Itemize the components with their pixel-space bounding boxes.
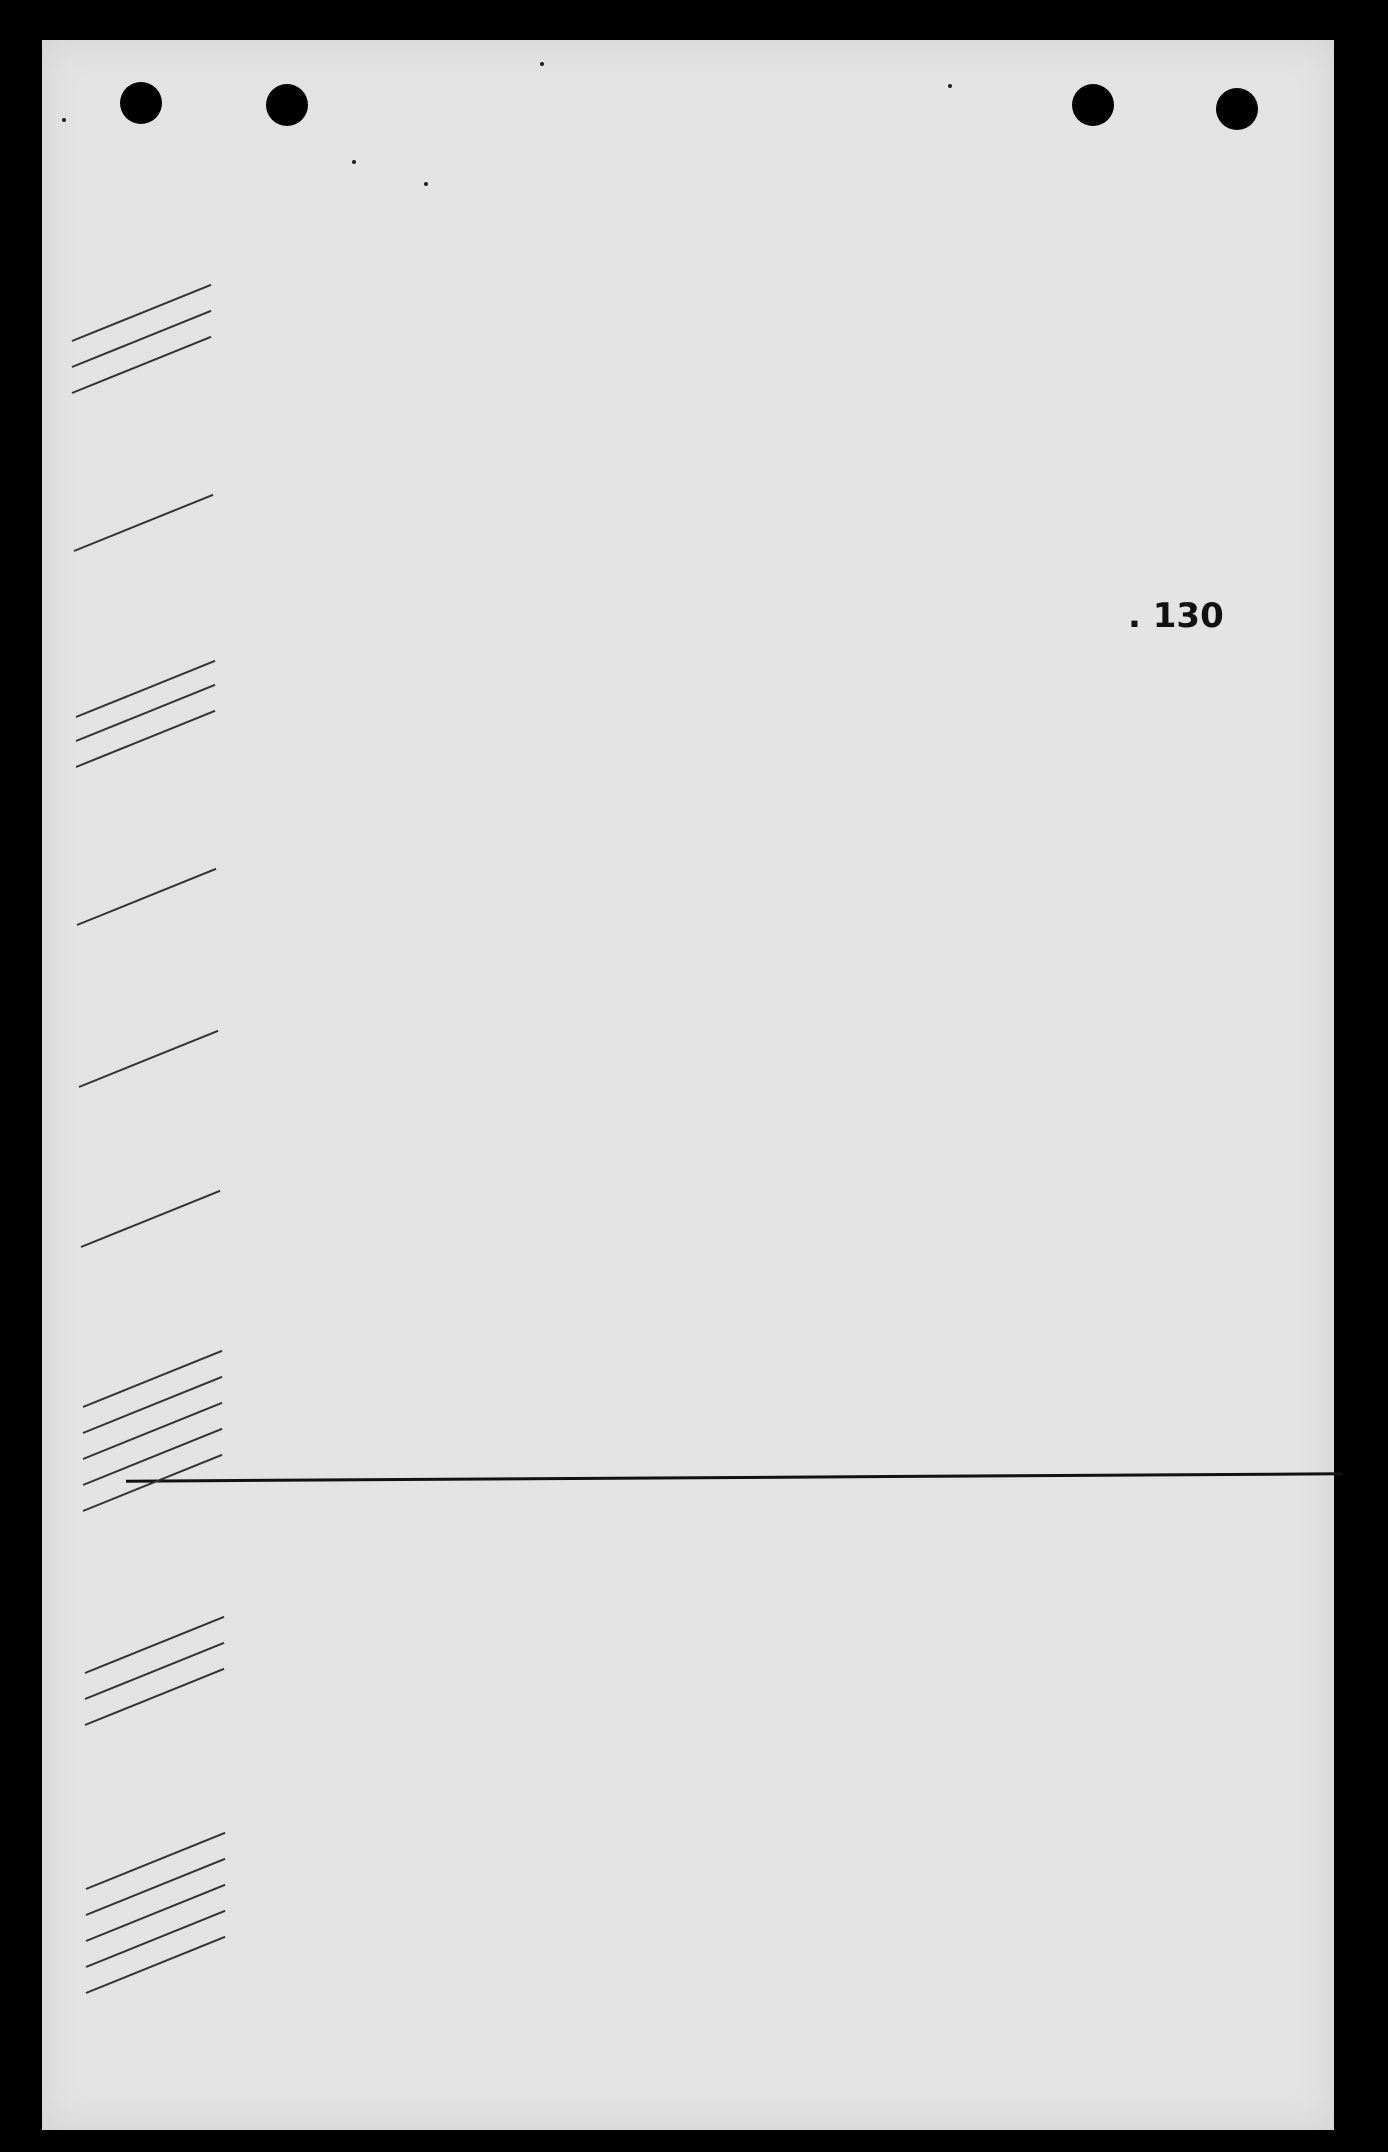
speck bbox=[540, 62, 544, 66]
speck bbox=[62, 118, 66, 122]
page-number-stamp: . 130 bbox=[1128, 596, 1224, 636]
speck bbox=[352, 160, 356, 164]
document-page bbox=[42, 40, 1334, 2130]
punch-hole bbox=[120, 82, 162, 124]
speck bbox=[424, 182, 428, 186]
punch-hole bbox=[1072, 84, 1114, 126]
punch-hole bbox=[1216, 88, 1258, 130]
speck bbox=[948, 84, 952, 88]
punch-hole bbox=[266, 84, 308, 126]
